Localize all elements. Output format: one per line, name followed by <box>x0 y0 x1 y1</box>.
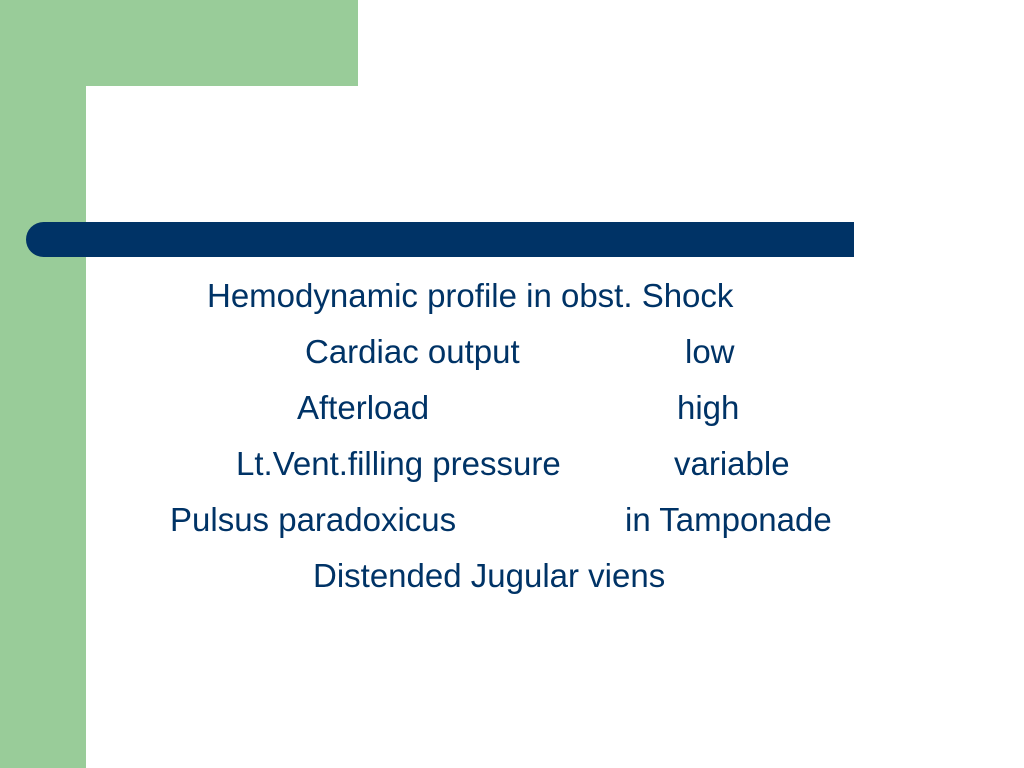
footer-line: Distended Jugular viens <box>313 557 666 594</box>
slide-heading: Hemodynamic profile in obst. Shock <box>207 277 734 314</box>
row-value-lv-filling-pressure: variable <box>674 445 790 482</box>
row-value-afterload: high <box>677 389 740 426</box>
row-label-lv-filling-pressure: Lt.Vent.filling pressure <box>236 445 561 482</box>
row-value-cardiac-output: low <box>685 333 735 370</box>
row-label-pulsus-paradoxicus: Pulsus paradoxicus <box>170 501 457 538</box>
row-label-cardiac-output: Cardiac output <box>305 333 520 370</box>
row-label-afterload: Afterload <box>297 389 430 426</box>
row-value-pulsus-paradoxicus: in Tamponade <box>625 501 832 538</box>
